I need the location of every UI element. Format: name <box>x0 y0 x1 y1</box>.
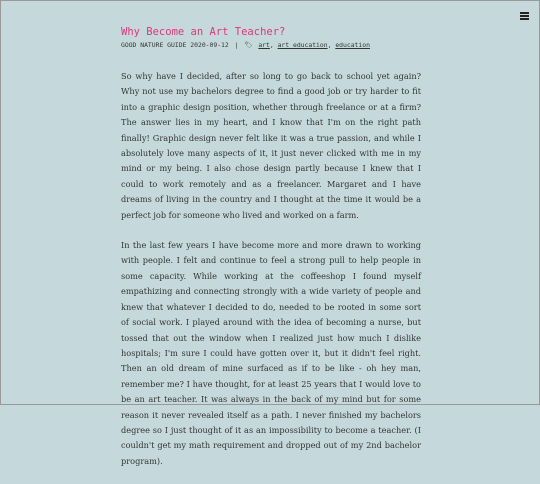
meta-separator: | <box>234 41 239 49</box>
post-author: GOOD NATURE GUIDE <box>121 41 187 49</box>
tag-icon: 🏷︎ <box>244 41 253 49</box>
post-paragraph: So why have I decided, after so long to go back to school yet again? Why not use my bachelors degree to find a good job or try harder to fit into a graphic design position, whether through freelance or at a firm? The answer lies in my heart, and I know that I'm on the right path finally! Graphic design never felt like it was a true passion, and while I absolutely love many aspects of it, it just never clicked with me in my mind or my being. I also chose design partly because I knew that I could to work remotely and as a freelancer. Margaret and I have dreams of living in the country and I thought at the time it would be a perfect job for someone who lived and worked on a farm. <box>121 71 421 220</box>
blog-post <box>121 26 421 484</box>
tag-link-art-education[interactable]: art education <box>277 41 328 49</box>
tag-link-education[interactable]: education <box>335 41 370 49</box>
hamburger-menu-icon[interactable] <box>520 12 529 20</box>
post-paragraph: In the last few years I have become more and more drawn to working with people. I felt and continue to feel a strong pull to help people in some capacity. While working at the coffeeshop I found myself empathizing and connecting strongly with a wide variety of people and knew that whatever I decided to do, needed to be rooted in some sort of social work. I played around with the idea of becoming a nurse, but tossed that out the window when I realized just how much I dislike hospitals; I'm sure I could have gotten over it, but it didn't feel right. Then an old dream of mine surfaced as if to be like - oh hey man, remember me? I have thought, for at least 25 years that I would love to be an art teacher. It was always in the back of my mind but for some reason it never revealed itself as a path. I never finished my bachelors degree so I just thought of it as an impossibility to become a teacher. (I couldn't get my math requirement and dropped out of my 2nd bachelor program). <box>121 240 421 466</box>
tag-link-art[interactable]: art <box>258 41 270 49</box>
post-meta: GOOD NATURE GUIDE 2020-09-12 | 🏷︎ art, art education, education <box>121 41 370 49</box>
post-title: Why Become an Art Teacher? <box>121 26 286 38</box>
post-date: 2020-09-12 <box>190 41 229 49</box>
post-content <box>121 69 421 469</box>
